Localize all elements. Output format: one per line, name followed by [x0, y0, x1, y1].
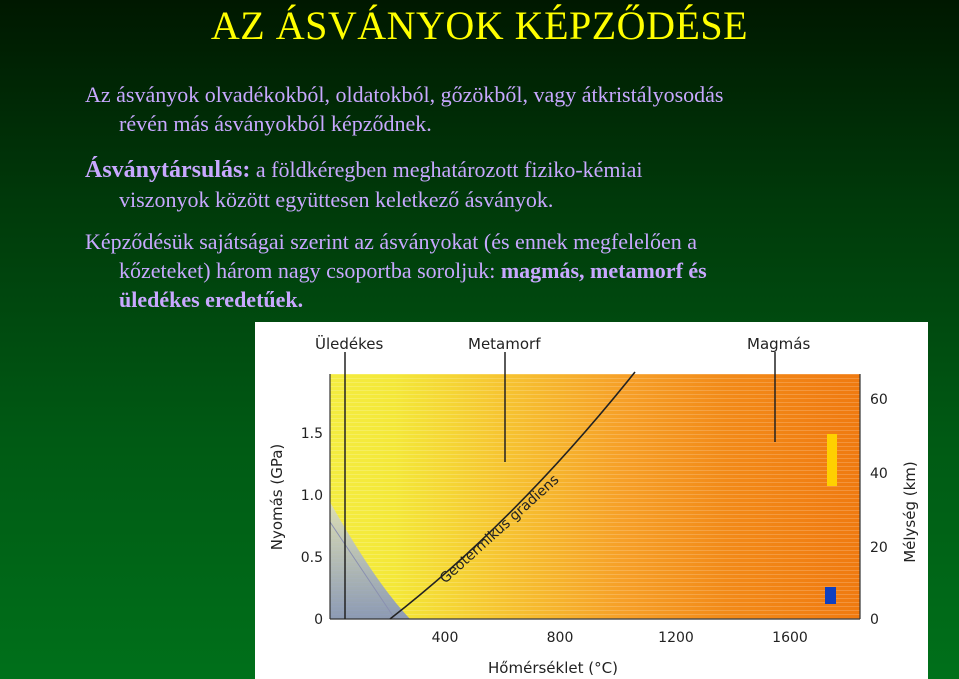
classification-line-1: Képződésük sajátságai szerint az ásványokat (és ennek megfelelően a	[85, 229, 698, 254]
x-axis-label: Hőmérséklet (°C)	[488, 659, 618, 677]
zone-label-metamorphic: Metamorf	[468, 335, 541, 353]
intro-line-2: révén más ásványokból képződnek.	[119, 111, 432, 136]
y-right-tick-2: 40	[870, 466, 888, 482]
y-left-axis-label: Nyomás (GPa)	[268, 443, 286, 551]
classification-paragraph	[85, 227, 945, 314]
y-right-tick-1: 20	[870, 540, 888, 556]
y-right-tick-3: 60	[870, 392, 888, 408]
classification-line-3: üledékes eredetűek.	[119, 287, 304, 312]
y-left-tick-0: 0	[314, 612, 323, 628]
y-left-tick-2: 1.0	[300, 488, 323, 504]
association-term: Ásványtársulás:	[85, 157, 251, 183]
zone-label-igneous: Magmás	[747, 335, 811, 353]
slide-title: AZ ÁSVÁNYOK KÉPZŐDÉSE	[210, 3, 749, 48]
intro-paragraph	[85, 80, 945, 138]
association-definition: a földkéregben meghatározott fiziko-kémiai	[250, 157, 643, 182]
zone-label-sediment: Üledékes	[315, 335, 384, 353]
x-tick-0: 400	[431, 630, 459, 646]
formation-diagram-svg	[255, 322, 928, 679]
x-tick-2: 1200	[658, 630, 694, 646]
classification-groups: magmás, metamorf és	[500, 258, 707, 283]
association-paragraph	[85, 155, 945, 214]
y-left-tick-3: 1.5	[300, 426, 323, 442]
classification-line-2-text: kőzeteket) három nagy csoportba soroljuk:	[119, 258, 501, 283]
intro-line-1: Az ásványok olvadékokból, oldatokból, gőzökből, vagy átkristályosodás	[85, 82, 724, 107]
association-line-2: viszonyok között együttesen keletkező ásványok.	[119, 187, 554, 212]
formation-diagram	[255, 322, 928, 679]
classification-line-2	[85, 256, 945, 285]
plot-texture	[330, 374, 860, 619]
yellow-marker	[827, 434, 837, 486]
blue-marker	[825, 587, 836, 604]
curve-label: Geotermikus gradiens	[436, 471, 563, 587]
y-right-tick-0: 0	[870, 612, 879, 628]
y-left-tick-1: 0.5	[300, 550, 323, 566]
y-right-axis-label: Mélység (km)	[901, 461, 919, 563]
x-tick-1: 800	[546, 630, 574, 646]
x-tick-3: 1600	[772, 630, 808, 646]
